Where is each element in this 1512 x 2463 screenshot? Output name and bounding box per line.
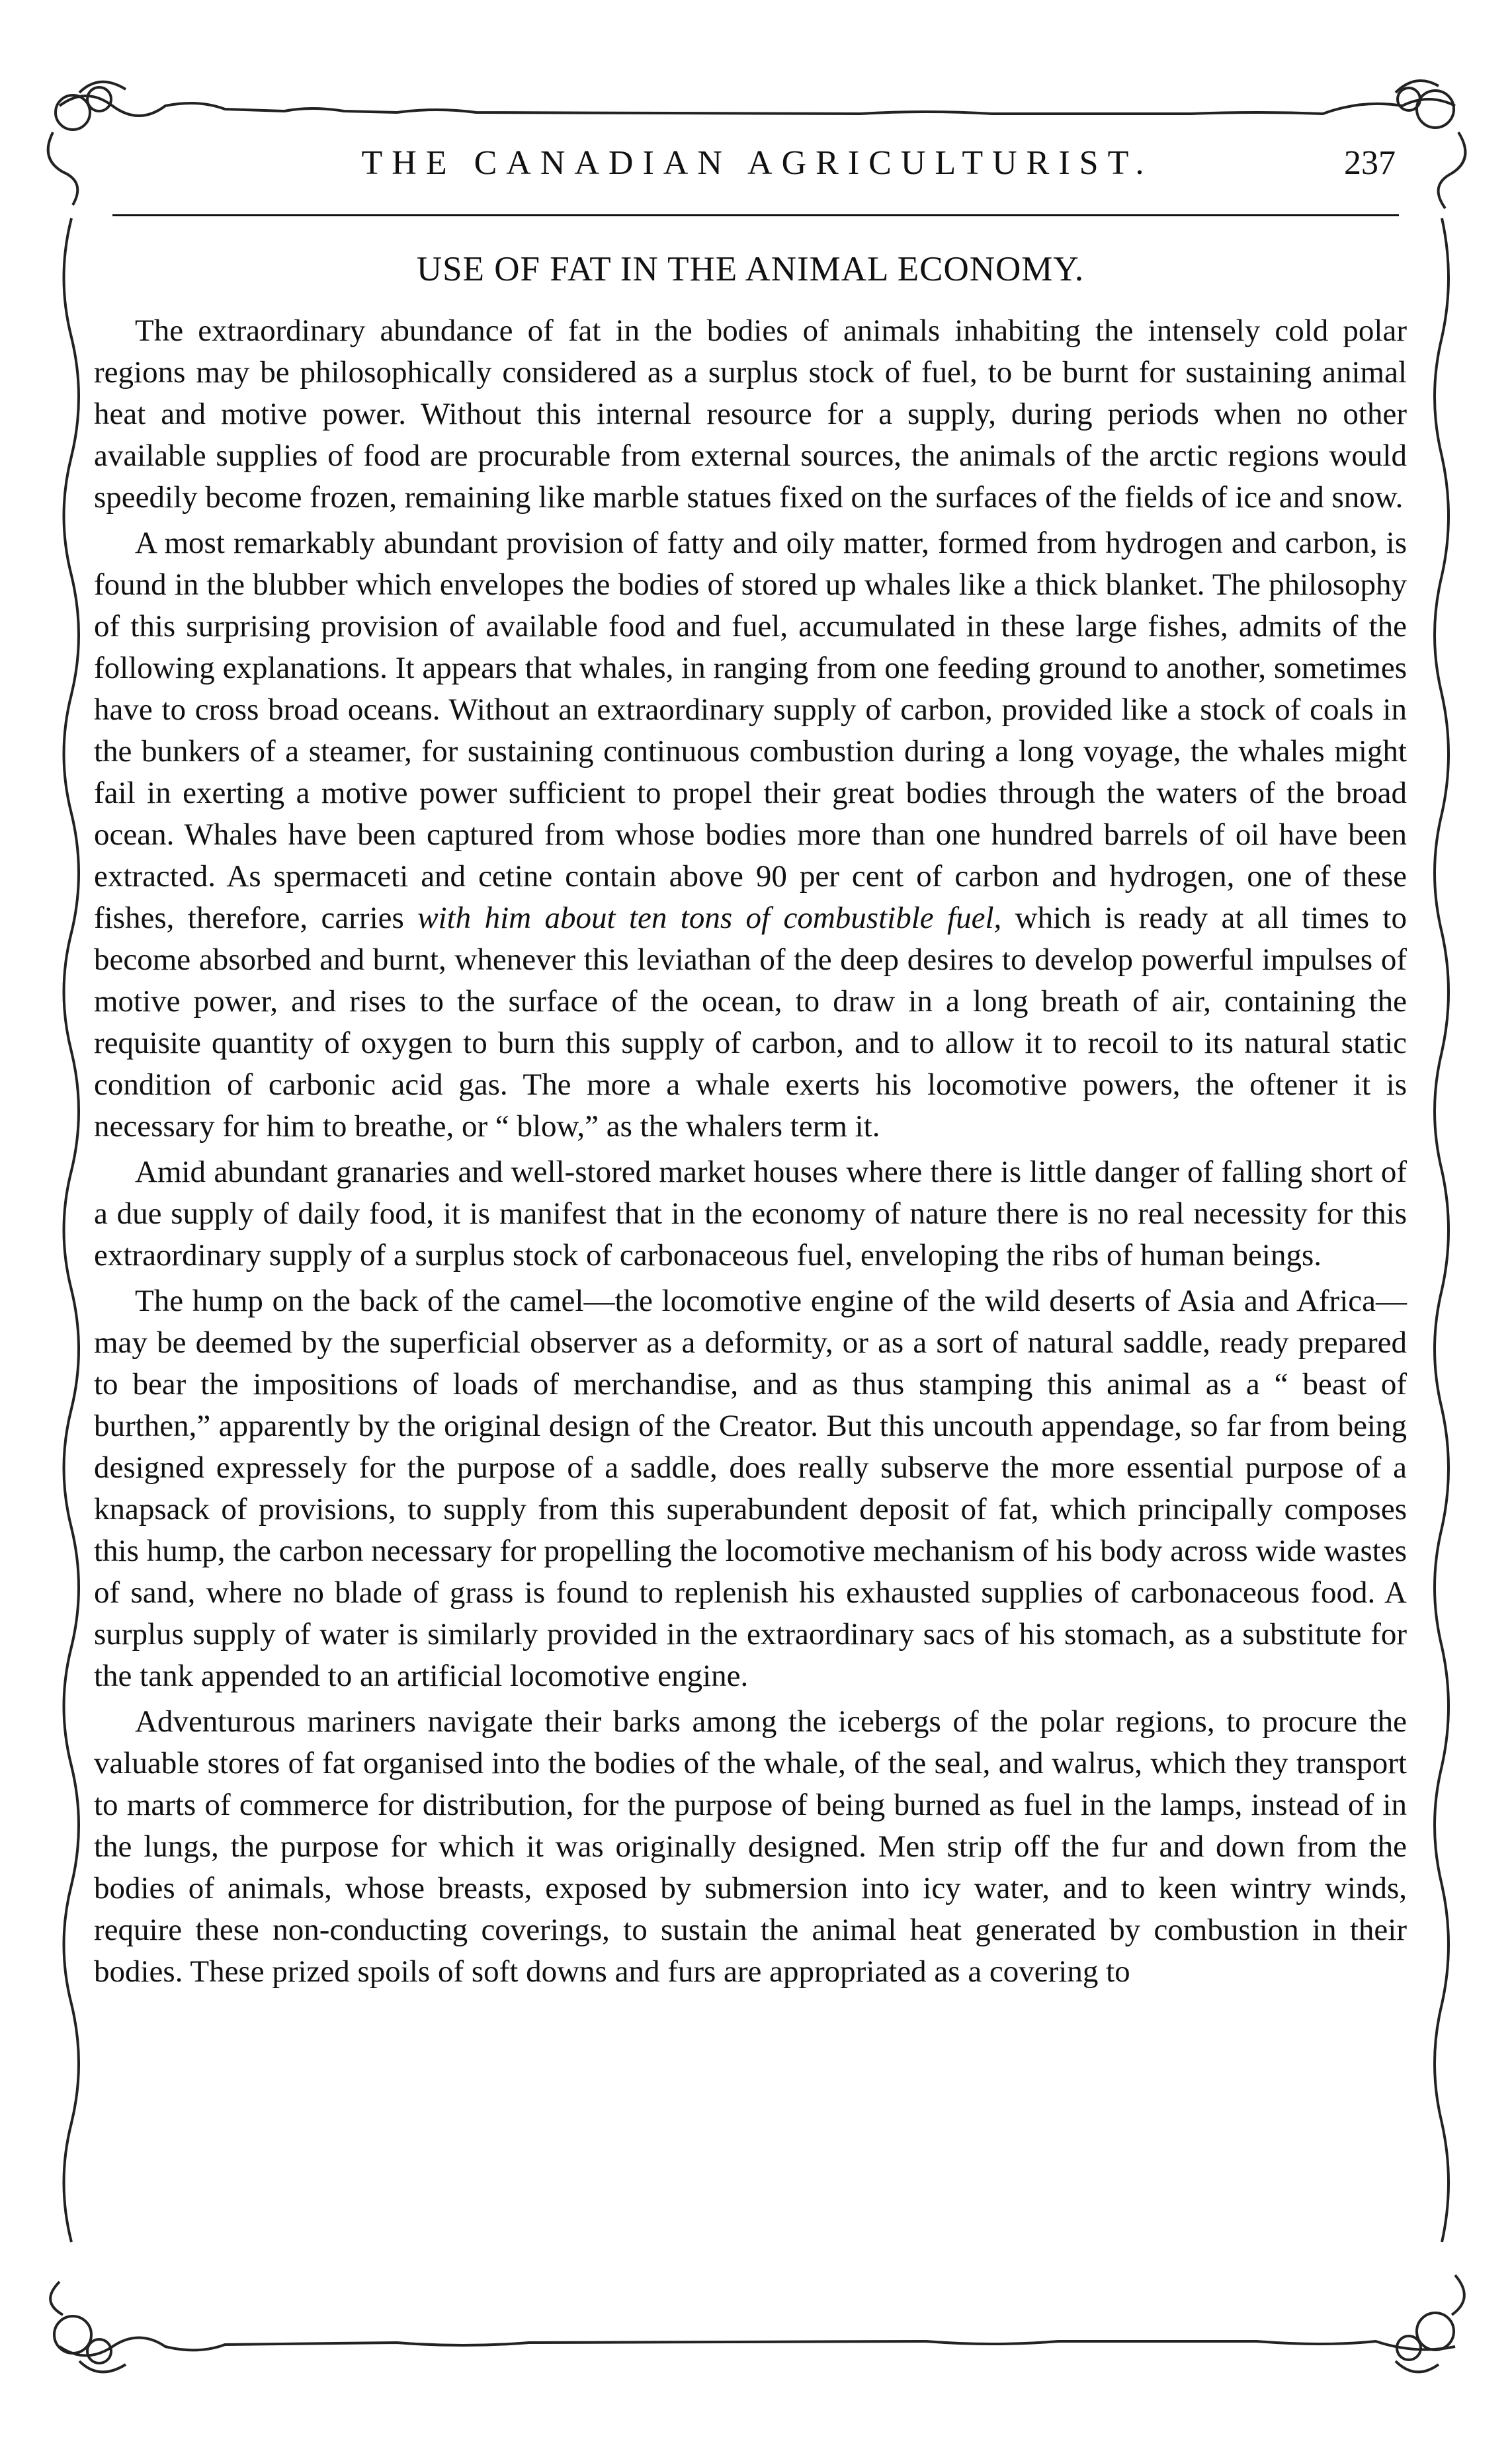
- paragraph: The extraordinary abundance of fat in the bodies of animals inhabiting the intensely cold polar regions may be philosophically considered as a surplus stock of fuel, to be burnt for sustaining animal heat and motive power. Without this internal resource for a supply, during periods when no other available supplies of food are procurable from external sources, the animals of the arctic regions would speedily become frozen, remaining like marble statues fixed on the surfaces of the fields of ice and snow.: [94, 313, 1407, 515]
- emphasis-text: with him about ten tons of combustible fuel,: [417, 901, 1002, 935]
- paragraph: Adventurous mariners navigate their barks among the icebergs of the polar regions, to procure the valuable stores of fat organised into the bodies of the whale, of the seal, and walrus, which they transport to marts of commerce for distribution, for the purpose of being burned as fuel in the lamps, instead of in the lungs, the purpose for which it was originally designed. Men strip off the fur and down from the bodies of animals, whose breasts, exposed by submersion into icy water, and to keen wintry winds, require these non-conducting coverings, to sustain the animal heat generated by combustion in their bodies. These prized spoils of soft downs and furs are appropriated as a covering to: [94, 1704, 1407, 1989]
- paragraph: Amid abundant granaries and well-stored market houses where there is little danger of falling short of a due supply of daily food, it is manifest that in the economy of nature there is no real necessity for this extraordinary supply of a surplus stock of carbonaceous fuel, enveloping the ribs of human beings.: [94, 1155, 1407, 1273]
- header-rule: [112, 214, 1399, 216]
- article: [94, 235, 1407, 1993]
- journal-title: THE CANADIAN AGRICULTURIST.: [361, 144, 1154, 182]
- running-head: [93, 136, 1422, 195]
- paragraph: A most remarkably abundant provision of fatty and oily matter, formed from hydrogen and carbon, is found in the blubber which envelopes the bodies of stored up whales like a thick blanket. The philosophy of this surprising provision of available food and fuel, accumulated in these large fishes, admits of the following explanations. It appears that whales, in ranging from one feeding ground to another, sometimes have to cross broad oceans. Without an extraordinary supply of carbon, provided like a stock of coals in the bunkers of a steamer, for sustaining continuous combustion during a long voyage, the whales might fail in exerting a motive power sufficient to propel their great bodies through the waters of the broad ocean. Whales have been captured from whose bodies more than one hundred barrels of oil have been extracted. As spermaceti and cetine contain above 90 per cent of carbon and hydrogen, one of these fishes, therefore, carries with him about ten tons of combustible fuel, which is ready at all times to become absorbed and burnt, whenever this leviathan of the deep desires to develop powerful impulses of motive power, and rises to the surface of the ocean, to draw in a long breath of air, containing the requisite quantity of oxygen to burn this supply of carbon, and to allow it to recoil to its natural static condition of carbonic acid gas. The more a whale exerts his locomotive powers, the oftener it is necessary for him to breathe, or “ blow,” as the whalers term it.: [94, 526, 1407, 1144]
- page-number: 237: [1344, 144, 1396, 182]
- paragraph: The hump on the back of the camel—the locomotive engine of the wild deserts of Asia and Africa—may be deemed by the superficial observer as a deformity, or as a sort of natural saddle, ready prepared to bear the impositions of loads of merchandise, and as thus stamping this animal as a “ beast of burthen,” apparently by the original design of the Creator. But this uncouth appendage, so far from being designed expressely for the purpose of a saddle, does really subserve the more essential purpose of a knapsack of provisions, to supply from this superabundent deposit of fat, which principally composes this hump, the carbon necessary for propelling the locomotive mechanism of his body across wide wastes of sand, where no blade of grass is found to replenish his exhausted supplies of carbonaceous food. A surplus supply of water is similarly provided in the extraordinary sacs of his stomach, as a substitute for the tank appended to an artificial locomotive engine.: [94, 1284, 1407, 1693]
- article-title: USE OF FAT IN THE ANIMAL ECONOMY.: [416, 250, 1085, 288]
